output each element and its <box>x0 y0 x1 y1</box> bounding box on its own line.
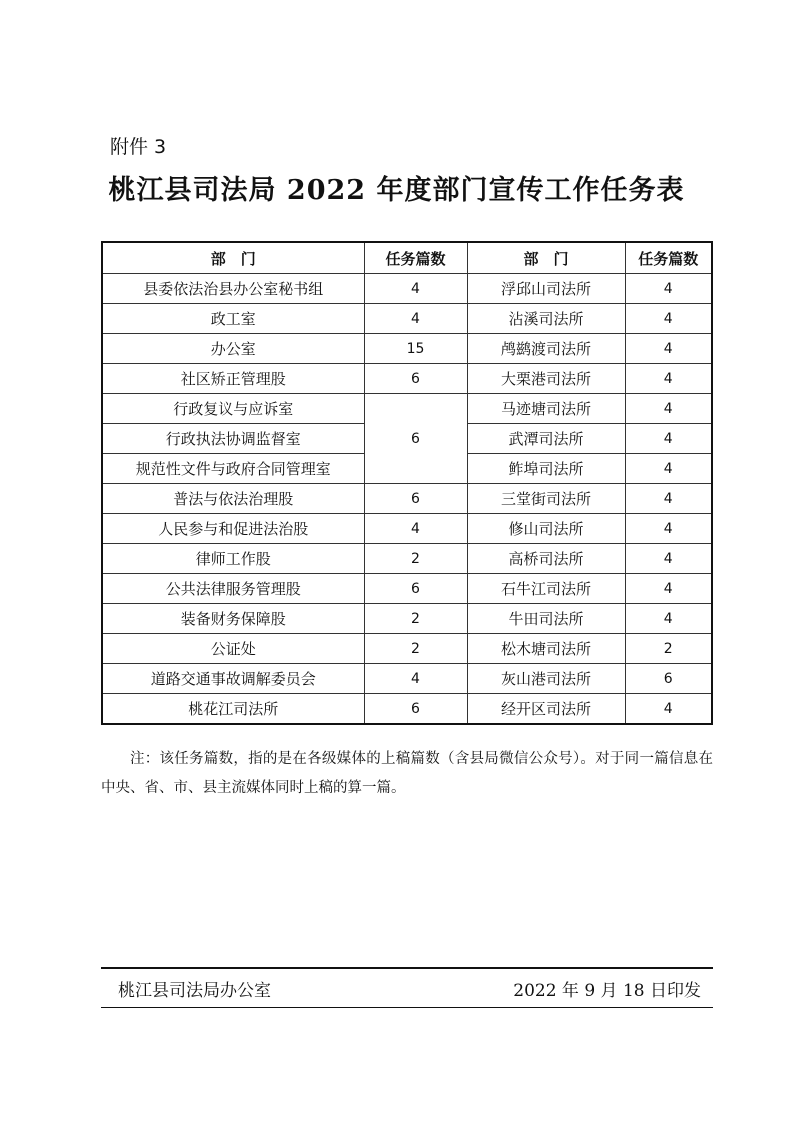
left-dept: 公证处 <box>102 634 364 664</box>
right-dept: 灰山港司法所 <box>467 664 625 694</box>
right-dept: 牛田司法所 <box>467 604 625 634</box>
table-row <box>102 484 712 514</box>
header-dept-left: 部 门 <box>102 242 364 274</box>
right-dept: 武潭司法所 <box>467 424 625 454</box>
right-dept: 浮邱山司法所 <box>467 274 625 304</box>
table-row <box>102 394 712 424</box>
left-dept: 公共法律服务管理股 <box>102 574 364 604</box>
right-dept: 石牛江司法所 <box>467 574 625 604</box>
right-dept: 松木塘司法所 <box>467 634 625 664</box>
right-count: 6 <box>625 664 712 694</box>
footer-issue-date: 2022 年 9 月 18 日印发 <box>513 981 701 1001</box>
left-dept: 桃花江司法所 <box>102 694 364 725</box>
footer-top-rule <box>101 967 713 969</box>
left-count: 6 <box>364 484 467 514</box>
right-count: 4 <box>625 514 712 544</box>
table-row <box>102 574 712 604</box>
left-dept: 行政执法协调监督室 <box>102 424 364 454</box>
header-count-left: 任务篇数 <box>364 242 467 274</box>
attachment-label: 附件 3 <box>110 136 167 158</box>
right-dept: 鲊埠司法所 <box>467 454 625 484</box>
table-row <box>102 304 712 334</box>
table-row <box>102 604 712 634</box>
table-row <box>102 664 712 694</box>
right-dept: 马迹塘司法所 <box>467 394 625 424</box>
right-count: 4 <box>625 424 712 454</box>
right-count: 4 <box>625 394 712 424</box>
left-count: 6 <box>364 694 467 725</box>
right-dept: 三堂街司法所 <box>467 484 625 514</box>
header-count-right: 任务篇数 <box>625 242 712 274</box>
table-row <box>102 514 712 544</box>
header-dept-right: 部 门 <box>467 242 625 274</box>
left-count: 15 <box>364 334 467 364</box>
left-dept: 办公室 <box>102 334 364 364</box>
right-dept: 大栗港司法所 <box>467 364 625 394</box>
left-dept: 装备财务保障股 <box>102 604 364 634</box>
table-row <box>102 334 712 364</box>
right-dept: 沾溪司法所 <box>467 304 625 334</box>
right-count: 4 <box>625 334 712 364</box>
left-count: 4 <box>364 274 467 304</box>
left-count: 4 <box>364 664 467 694</box>
left-dept: 政工室 <box>102 304 364 334</box>
left-count-merged: 6 <box>364 394 467 484</box>
table-note: 注：该任务篇数，指的是在各级媒体的上稿篇数（含县局微信公众号）。对于同一篇信息在中央、省、市、县主流媒体同时上稿的算一篇。 <box>101 751 713 796</box>
right-dept: 经开区司法所 <box>467 694 625 725</box>
right-count: 2 <box>625 634 712 664</box>
table-row <box>102 634 712 664</box>
right-count: 4 <box>625 604 712 634</box>
footer-bottom-rule <box>101 1007 713 1008</box>
left-dept: 普法与依法治理股 <box>102 484 364 514</box>
left-count: 6 <box>364 574 467 604</box>
right-count: 4 <box>625 484 712 514</box>
table-header-row <box>102 242 712 274</box>
right-count: 4 <box>625 574 712 604</box>
left-dept: 社区矫正管理股 <box>102 364 364 394</box>
left-dept: 县委依法治县办公室秘书组 <box>102 274 364 304</box>
table-row <box>102 274 712 304</box>
footer-issuer: 桃江县司法局办公室 <box>118 981 271 1001</box>
left-dept: 道路交通事故调解委员会 <box>102 664 364 694</box>
table-row <box>102 364 712 394</box>
document-title: 桃江县司法局 2022 年度部门宣传工作任务表 <box>108 175 685 206</box>
right-dept: 修山司法所 <box>467 514 625 544</box>
left-count: 2 <box>364 634 467 664</box>
left-count: 2 <box>364 544 467 574</box>
right-dept: 高桥司法所 <box>467 544 625 574</box>
left-count: 6 <box>364 364 467 394</box>
table-row <box>102 544 712 574</box>
right-count: 4 <box>625 364 712 394</box>
right-count: 4 <box>625 544 712 574</box>
right-dept: 鸬鹚渡司法所 <box>467 334 625 364</box>
right-count: 4 <box>625 304 712 334</box>
left-count: 2 <box>364 604 467 634</box>
left-dept: 行政复议与应诉室 <box>102 394 364 424</box>
table-row <box>102 694 712 725</box>
left-dept: 律师工作股 <box>102 544 364 574</box>
right-count: 4 <box>625 454 712 484</box>
left-count: 4 <box>364 514 467 544</box>
left-dept: 规范性文件与政府合同管理室 <box>102 454 364 484</box>
right-count: 4 <box>625 274 712 304</box>
left-dept: 人民参与和促进法治股 <box>102 514 364 544</box>
right-count: 4 <box>625 694 712 725</box>
task-table <box>101 241 713 725</box>
left-count: 4 <box>364 304 467 334</box>
